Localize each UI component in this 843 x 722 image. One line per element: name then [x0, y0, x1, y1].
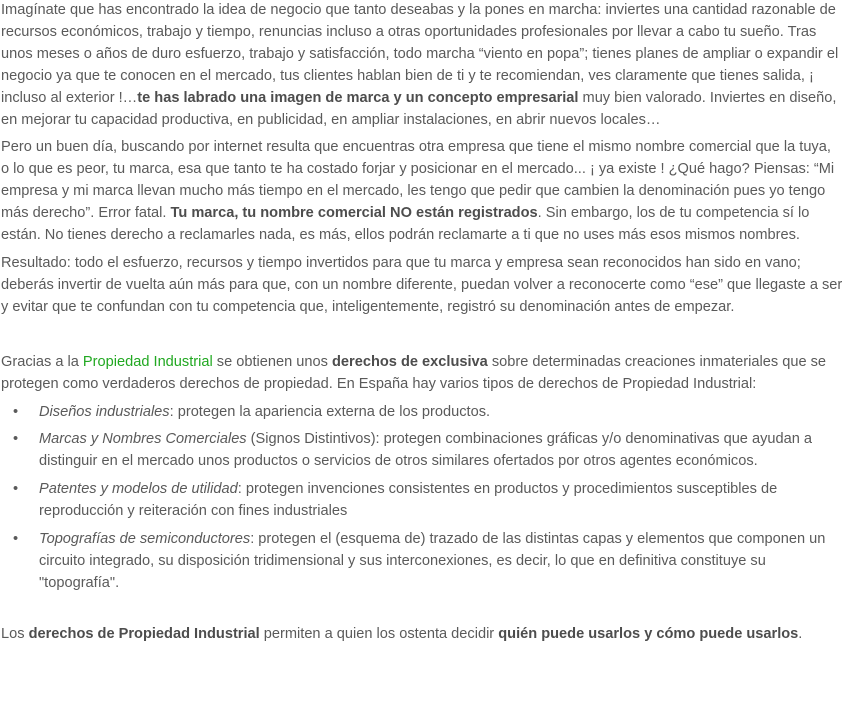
bold-text: te has labrado una imagen de marca y un concepto empresarial [137, 89, 579, 106]
bold-text: derechos de exclusiva [332, 353, 488, 370]
paragraph-problem: Pero un buen día, buscando por internet resulta que encuentras otra empresa que tiene el mismo nombre comercial que la tuya, o lo que es peor, tu marca, esa que tanto te ha costado forjar y posicionar en el mercado... ¡ ya existe ! ¿Qué hago? Piensas: “Mi empresa y mi marca llevan mucho más tiempo en el mercado, les tengo que pedir que cambien la denominación pues yo tengo más derecho”. Error fatal. Tu marca, tu nombre comercial NO están registrados. Sin embargo, los de tu competencia sí lo están. No tienes derecho a reclamarles nada, es más, ellos podrán reclamarte a ti que no uses más esos mismos nombres. [1, 139, 835, 244]
industrial-property-link[interactable]: Propiedad Industrial [82, 353, 213, 370]
list-item: • Topografías de semiconductores: protegen el (esquema de) trazado de las distintas capas y elementos que componen un circuito integrado, su disposición tridimensional y sus interconexiones, es decir, lo que en definitiva constituye su "topografía". [13, 531, 826, 591]
list-item: • Patentes y modelos de utilidad: protegen invenciones consistentes en productos y procedimientos susceptibles de reproducción y reiteración con fines industriales [13, 481, 778, 520]
paragraph-intro: Imagínate que has encontrado la idea de negocio que tanto deseabas y la pones en marcha: inviertes una cantidad razonable de recursos económicos, trabajo y tiempo, renuncias incluso a otras oportunidades profesionales por llevar a cabo tu sueño. Tras unos meses o años de duro esfuerzo, trabajo y satisfacción, todo marcha “viento en popa”; tienes planes de ampliar o expandir el negocio ya que te conocen en el mercado, tus clientes hablan bien de ti y te recomiendan, ves claramente que tienes salida, ¡ incluso al exterior !…te has labrado una imagen de marca y un concepto empresarial muy bien valorado. Inviertes en diseño, en mejorar tu capacidad productiva, en publicidad, en ampliar instalaciones, en abrir nuevos locales… [1, 2, 839, 128]
spacer [1, 325, 843, 352]
bullet-icon: • [13, 481, 19, 498]
spacer [1, 601, 843, 624]
paragraph-result: Resultado: todo el esfuerzo, recursos y tiempo invertidos para que tu marca y empresa sean reconocidos han sido en vano; deberás invertir de vuelta aún más para que, con un nombre diferente, puedan volver a reconocerte como “ese” que llegaste a ser y evitar que te confundan con tu competencia que, inteligentemente, registró su denominación antes de empezar. [1, 254, 843, 315]
bullet-icon: • [13, 531, 19, 548]
list-item: • Diseños industriales: protegen la apariencia externa de los productos. [1, 402, 843, 424]
bold-text: derechos de Propiedad Industrial [28, 625, 260, 642]
paragraph-conclusion: Los derechos de Propiedad Industrial permiten a quien los ostenta decidir quién puede usarlos y cómo puede usarlos. [1, 625, 803, 642]
bold-text: Tu marca, tu nombre comercial NO están registrados [170, 205, 538, 222]
bullet-icon: • [13, 403, 19, 420]
bullet-icon: • [13, 431, 19, 448]
bold-text: quién puede usarlos y cómo puede usarlos [498, 625, 799, 642]
paragraph-industrial-property: Gracias a la Propiedad Industrial se obtienen unos derechos de exclusiva sobre determinadas creaciones inmateriales que se protegen como verdaderos derechos de propiedad. En España hay varios tipos de derechos de Propiedad Industrial: [1, 353, 827, 392]
list-item: • Marcas y Nombres Comerciales (Signos Distintivos): protegen combinaciones gráficas y/o denominativas que ayudan a distinguir en el mercado unos productos o servicios de otros similares ofertados por otros agentes económicos. [13, 431, 813, 470]
rights-list [1, 402, 843, 595]
